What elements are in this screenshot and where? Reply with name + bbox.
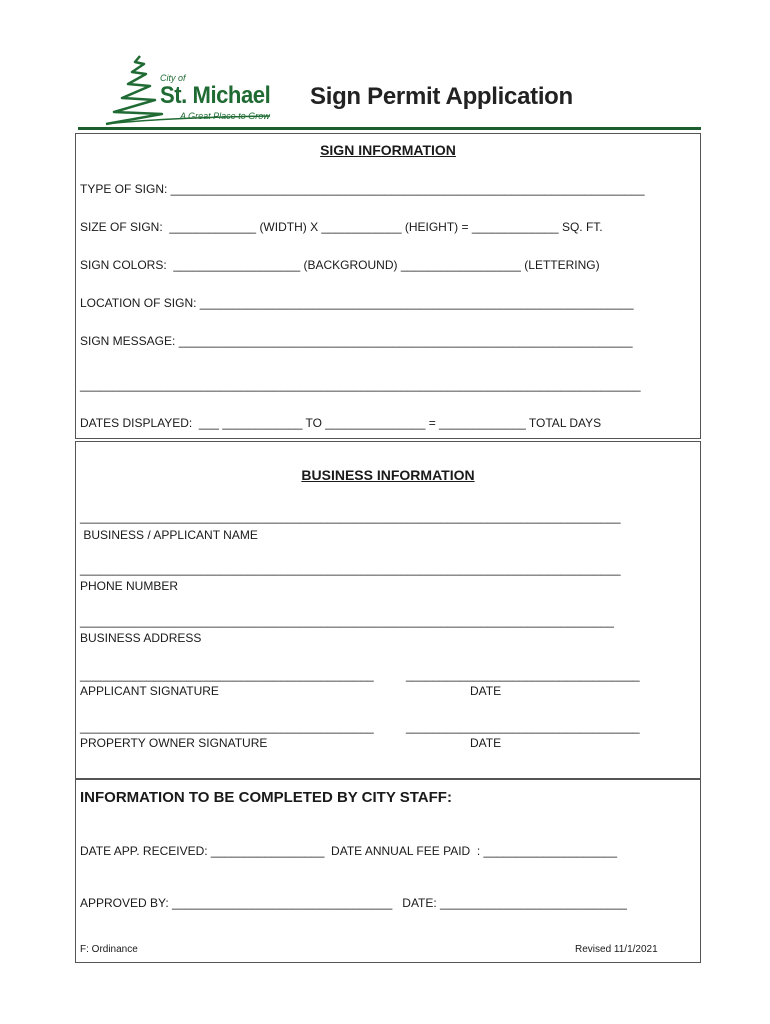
revised-date-footer: Revised 11/1/2021 xyxy=(575,944,658,955)
sign-message-field[interactable]: SIGN MESSAGE: ____________________________________________________________________ xyxy=(80,334,633,348)
applicant-signature-line[interactable]: ____________________________________________ xyxy=(80,668,374,682)
applicant-date-label: DATE xyxy=(470,684,502,698)
owner-date-label: DATE xyxy=(470,736,502,750)
city-staff-section xyxy=(75,779,701,963)
sign-information-section xyxy=(75,133,701,439)
ordinance-footer: F: Ordinance xyxy=(80,944,138,955)
sign-colors-field[interactable]: SIGN COLORS: ___________________ (BACKGROUND) __________________ (LETTERING) xyxy=(80,258,600,272)
sign-information-heading: SIGN INFORMATION xyxy=(320,142,456,158)
city-staff-heading: INFORMATION TO BE COMPLETED BY CITY STAFF: xyxy=(80,789,452,806)
logo-city-name: St. Michael xyxy=(160,82,271,109)
business-address-label: BUSINESS ADDRESS xyxy=(80,631,202,645)
header-divider xyxy=(78,127,701,130)
owner-date-line[interactable]: ___________________________________ xyxy=(406,720,640,734)
sign-message-line-2[interactable]: ____________________________________________________________________________________ xyxy=(80,378,641,392)
tree-swirl-icon xyxy=(106,56,162,124)
business-address-line[interactable]: ________________________________________________________________________________ xyxy=(80,614,614,628)
applicant-signature-label: APPLICANT SIGNATURE xyxy=(80,684,219,698)
location-of-sign-field[interactable]: LOCATION OF SIGN: _________________________________________________________________ xyxy=(80,296,634,310)
applicant-date-line[interactable]: ___________________________________ xyxy=(406,668,640,682)
business-information-heading: BUSINESS INFORMATION xyxy=(301,467,475,483)
type-of-sign-field[interactable]: TYPE OF SIGN: _______________________________________________________________________ xyxy=(80,182,645,196)
phone-number-label: PHONE NUMBER xyxy=(80,579,179,593)
size-of-sign-field[interactable]: SIZE OF SIGN: _____________ (WIDTH) X ____________ (HEIGHT) = _____________ SQ. FT. xyxy=(80,220,603,234)
property-owner-signature-label: PROPERTY OWNER SIGNATURE xyxy=(80,736,268,750)
business-name-line[interactable]: _________________________________________________________________________________ xyxy=(80,510,621,524)
business-information-section xyxy=(75,441,701,779)
business-applicant-name-label: BUSINESS / APPLICANT NAME xyxy=(80,528,258,542)
phone-number-line[interactable]: _________________________________________________________________________________ xyxy=(80,562,621,576)
owner-signature-line[interactable]: ____________________________________________ xyxy=(80,720,374,734)
date-received-field[interactable]: DATE APP. RECEIVED: _________________ DATE ANNUAL FEE PAID : ____________________ xyxy=(80,844,618,858)
dates-displayed-field[interactable]: DATES DISPLAYED: ___ ____________ TO _______________ = _____________ TOTAL DAYS xyxy=(80,416,602,430)
logo-city-of: City of xyxy=(160,73,186,83)
approved-by-field[interactable]: APPROVED BY: _________________________________ DATE: ____________________________ xyxy=(80,896,627,910)
logo-tagline: A Great Place to Grow xyxy=(180,111,270,121)
document-title: Sign Permit Application xyxy=(310,83,573,110)
